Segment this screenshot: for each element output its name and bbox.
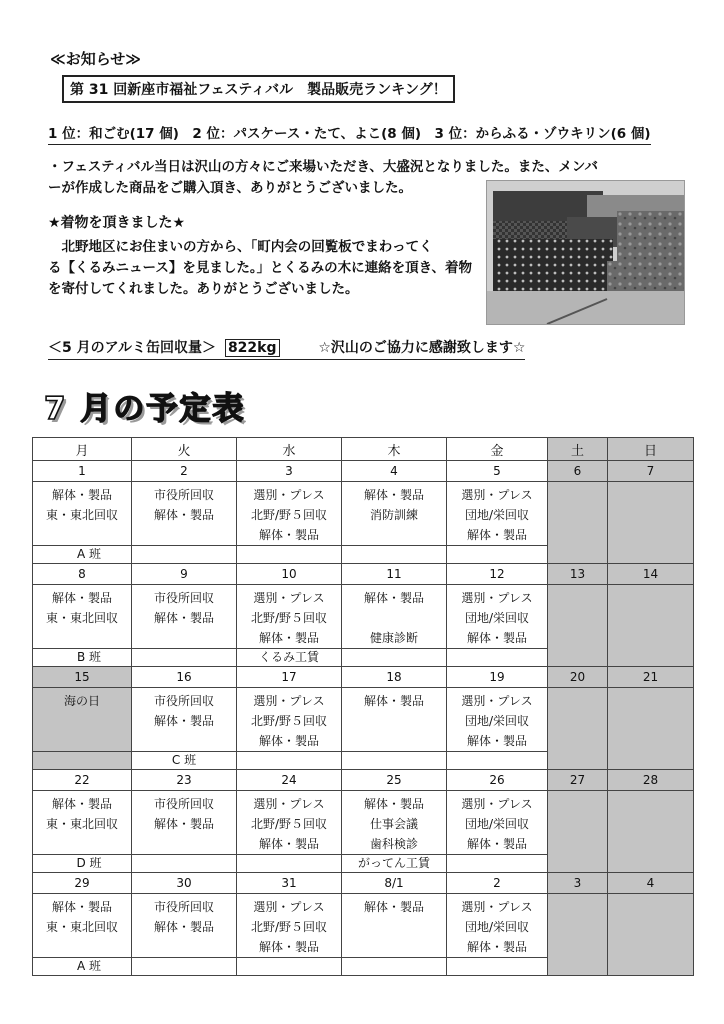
event-item: 解体・製品 <box>153 817 214 831</box>
event-cell <box>132 482 237 546</box>
date-cell: 2 <box>447 873 548 894</box>
event-item: 解体・製品 <box>466 631 527 645</box>
date-cell: 6 <box>548 461 608 482</box>
event-item: 解体・製品 <box>258 631 319 645</box>
kimono-line: る【くるみニュース】を見ました。」とくるみの木に連絡を頂き、着物 <box>48 260 473 276</box>
event-cell <box>237 482 342 546</box>
date-cell: 27 <box>548 770 608 791</box>
team-cell <box>132 546 237 564</box>
event-item: 解体・製品 <box>51 797 112 811</box>
event-item: 市役所回収 <box>153 591 214 605</box>
date-row <box>33 461 694 482</box>
event-item: 東・東北回収 <box>45 920 118 934</box>
schedule-title: 7 月の予定表 <box>44 391 246 427</box>
event-cell <box>342 688 447 752</box>
date-cell: 28 <box>608 770 694 791</box>
date-cell: 4 <box>342 461 447 482</box>
date-cell: 11 <box>342 564 447 585</box>
weekday-header: 木 <box>342 438 447 461</box>
event-item: 解体・製品 <box>363 900 424 914</box>
date-cell: 8 <box>33 564 132 585</box>
event-cell <box>447 894 548 958</box>
event-item: 解体・製品 <box>363 797 424 811</box>
team-cell: C 班 <box>132 752 237 770</box>
team-cell <box>132 855 237 873</box>
event-cell <box>342 894 447 958</box>
event-row <box>33 688 694 752</box>
date-cell: 9 <box>132 564 237 585</box>
date-cell: 3 <box>237 461 342 482</box>
event-cell <box>548 791 608 873</box>
event-item: 市役所回収 <box>153 694 214 708</box>
date-cell: 25 <box>342 770 447 791</box>
event-item: 市役所回収 <box>153 900 214 914</box>
event-item: 団地/栄回収 <box>464 611 530 625</box>
event-cell <box>608 688 694 770</box>
event-item: 解体・製品 <box>51 488 112 502</box>
date-row <box>33 873 694 894</box>
date-cell: 15 <box>33 667 132 688</box>
event-item: 選別・プレス <box>461 797 533 811</box>
event-cell <box>548 482 608 564</box>
date-cell: 4 <box>608 873 694 894</box>
date-cell: 24 <box>237 770 342 791</box>
event-cell <box>608 482 694 564</box>
event-item: 東・東北回収 <box>45 508 118 522</box>
weekday-header: 火 <box>132 438 237 461</box>
fabric-photo-image <box>487 181 684 324</box>
event-item: 北野/野５回収 <box>250 611 328 625</box>
event-item: 解体・製品 <box>258 528 319 542</box>
event-item: 団地/栄回収 <box>464 508 530 522</box>
event-item: 北野/野５回収 <box>250 817 328 831</box>
event-cell <box>33 791 132 855</box>
event-item: 解体・製品 <box>258 837 319 851</box>
date-cell: 29 <box>33 873 132 894</box>
can-collection-line <box>48 337 525 360</box>
date-row <box>33 564 694 585</box>
date-cell: 26 <box>447 770 548 791</box>
date-cell: 18 <box>342 667 447 688</box>
event-item: 解体・製品 <box>258 940 319 954</box>
event-item: 北野/野５回収 <box>250 508 328 522</box>
event-row <box>33 791 694 855</box>
date-cell: 20 <box>548 667 608 688</box>
team-cell: D 班 <box>33 855 132 873</box>
date-cell: 10 <box>237 564 342 585</box>
thanks-line: ・フェスティバル当日は沢山の方々にご来場いただき、大盛況となりました。また、メンバ <box>48 159 598 175</box>
calendar-body <box>33 461 694 976</box>
date-cell: 16 <box>132 667 237 688</box>
event-item <box>342 608 446 628</box>
event-item: 市役所回収 <box>153 488 214 502</box>
team-cell: B 班 <box>33 649 132 667</box>
date-cell: 31 <box>237 873 342 894</box>
team-cell <box>237 855 342 873</box>
weekday-header: 金 <box>447 438 548 461</box>
event-item: 東・東北回収 <box>45 817 118 831</box>
team-cell <box>342 958 447 976</box>
date-row <box>33 770 694 791</box>
event-item: 解体・製品 <box>153 714 214 728</box>
event-item: 市役所回収 <box>153 797 214 811</box>
date-cell: 1 <box>33 461 132 482</box>
event-item: 選別・プレス <box>461 694 533 708</box>
event-item: 解体・製品 <box>258 734 319 748</box>
event-cell <box>447 791 548 855</box>
july-calendar <box>32 437 694 976</box>
weekday-header: 土 <box>548 438 608 461</box>
event-row <box>33 585 694 649</box>
event-cell <box>548 688 608 770</box>
event-cell <box>237 791 342 855</box>
event-item: 東・東北回収 <box>45 611 118 625</box>
thanks-line: ーが作成した商品をご購入頂き、ありがとうございました。 <box>48 180 412 196</box>
weekday-header: 水 <box>237 438 342 461</box>
event-cell <box>132 688 237 752</box>
event-item: 選別・プレス <box>253 900 325 914</box>
ranking-list: 1 位：和ごむ(17 個) 2 位：パスケース・たて、よこ(8 個) 3 位：からふる・ゾウキリン(6 個) <box>48 122 651 145</box>
team-cell <box>342 752 447 770</box>
event-item: 仕事会議 <box>369 817 418 831</box>
event-cell <box>132 894 237 958</box>
collection-thanks: ☆沢山のご協力に感謝致します☆ <box>318 340 526 356</box>
team-cell <box>237 546 342 564</box>
event-cell <box>33 688 132 752</box>
event-item: 解体・製品 <box>51 900 112 914</box>
event-item: 選別・プレス <box>253 591 325 605</box>
event-cell <box>608 791 694 873</box>
event-item: 北野/野５回収 <box>250 714 328 728</box>
event-cell <box>237 894 342 958</box>
date-cell: 13 <box>548 564 608 585</box>
date-cell: 17 <box>237 667 342 688</box>
date-cell: 23 <box>132 770 237 791</box>
event-item: 解体・製品 <box>466 940 527 954</box>
event-item: 選別・プレス <box>461 488 533 502</box>
kimono-line: 北野地区にお住まいの方から、「町内会の回覧板でまわってく <box>48 239 433 255</box>
event-cell <box>33 482 132 546</box>
event-cell <box>33 585 132 649</box>
festival-ranking-title: 第 31 回新座市福祉フェスティバル 製品販売ランキング！ <box>62 75 455 103</box>
event-row <box>33 894 694 958</box>
date-cell: 14 <box>608 564 694 585</box>
event-item: 北野/野５回収 <box>250 920 328 934</box>
event-cell <box>548 585 608 667</box>
date-cell: 8/1 <box>342 873 447 894</box>
event-item: 選別・プレス <box>461 591 533 605</box>
event-item: 団地/栄回収 <box>464 817 530 831</box>
event-item: 健康診断 <box>369 631 418 645</box>
kimono-line: を寄付してくれました。ありがとうございました。 <box>48 281 359 297</box>
date-cell: 5 <box>447 461 548 482</box>
event-item: 解体・製品 <box>363 591 424 605</box>
team-cell <box>237 752 342 770</box>
event-cell <box>608 894 694 976</box>
event-cell <box>342 585 447 649</box>
team-cell <box>342 546 447 564</box>
event-cell <box>132 791 237 855</box>
team-cell: がってん工賃 <box>342 855 447 873</box>
event-item: 解体・製品 <box>466 734 527 748</box>
event-item: 解体・製品 <box>466 528 527 542</box>
event-cell <box>608 585 694 667</box>
weekday-header: 月 <box>33 438 132 461</box>
date-cell: 19 <box>447 667 548 688</box>
team-cell <box>447 855 548 873</box>
event-item: 解体・製品 <box>363 694 424 708</box>
event-item: 消防訓練 <box>369 508 418 522</box>
event-cell <box>342 791 447 855</box>
kimono-fabric-photo <box>486 180 685 325</box>
event-item: 歯科検診 <box>369 837 418 851</box>
date-cell: 30 <box>132 873 237 894</box>
event-row <box>33 482 694 546</box>
event-cell <box>237 688 342 752</box>
collection-amount: 822kg <box>225 339 280 357</box>
event-item: 解体・製品 <box>51 591 112 605</box>
event-item: 選別・プレス <box>253 694 325 708</box>
team-cell: くるみ工賃 <box>237 649 342 667</box>
date-cell: 21 <box>608 667 694 688</box>
team-cell: A 班 <box>33 958 132 976</box>
event-cell <box>132 585 237 649</box>
event-cell <box>342 482 447 546</box>
weekday-header: 日 <box>608 438 694 461</box>
date-cell: 2 <box>132 461 237 482</box>
event-item: 解体・製品 <box>153 508 214 522</box>
event-cell <box>237 585 342 649</box>
event-item: 選別・プレス <box>253 488 325 502</box>
team-cell <box>447 958 548 976</box>
event-item: 団地/栄回収 <box>464 920 530 934</box>
event-cell <box>447 482 548 546</box>
date-cell: 7 <box>608 461 694 482</box>
kimono-heading: ★着物を頂きました★ <box>48 215 186 231</box>
event-cell <box>33 894 132 958</box>
team-cell <box>447 649 548 667</box>
team-cell <box>447 546 548 564</box>
collection-label: ＜5 月のアルミ缶回収量＞ <box>48 340 217 356</box>
team-cell: A 班 <box>33 546 132 564</box>
event-item: 解体・製品 <box>363 488 424 502</box>
date-cell: 3 <box>548 873 608 894</box>
event-item: 団地/栄回収 <box>464 714 530 728</box>
event-cell <box>447 688 548 752</box>
event-cell <box>548 894 608 976</box>
team-cell <box>447 752 548 770</box>
date-row <box>33 667 694 688</box>
event-item: 選別・プレス <box>253 797 325 811</box>
team-cell <box>342 649 447 667</box>
event-cell <box>447 585 548 649</box>
event-item: 解体・製品 <box>466 837 527 851</box>
date-cell: 12 <box>447 564 548 585</box>
weekday-header-row <box>33 438 694 461</box>
team-cell <box>237 958 342 976</box>
event-item: 解体・製品 <box>153 920 214 934</box>
date-cell: 22 <box>33 770 132 791</box>
team-cell <box>132 649 237 667</box>
event-item: 海の日 <box>63 694 100 708</box>
team-cell <box>132 958 237 976</box>
team-cell <box>33 752 132 770</box>
event-item: 解体・製品 <box>153 611 214 625</box>
notice-heading: ≪お知らせ≫ <box>50 50 141 68</box>
event-item: 選別・プレス <box>461 900 533 914</box>
kimono-paragraph <box>48 237 478 300</box>
